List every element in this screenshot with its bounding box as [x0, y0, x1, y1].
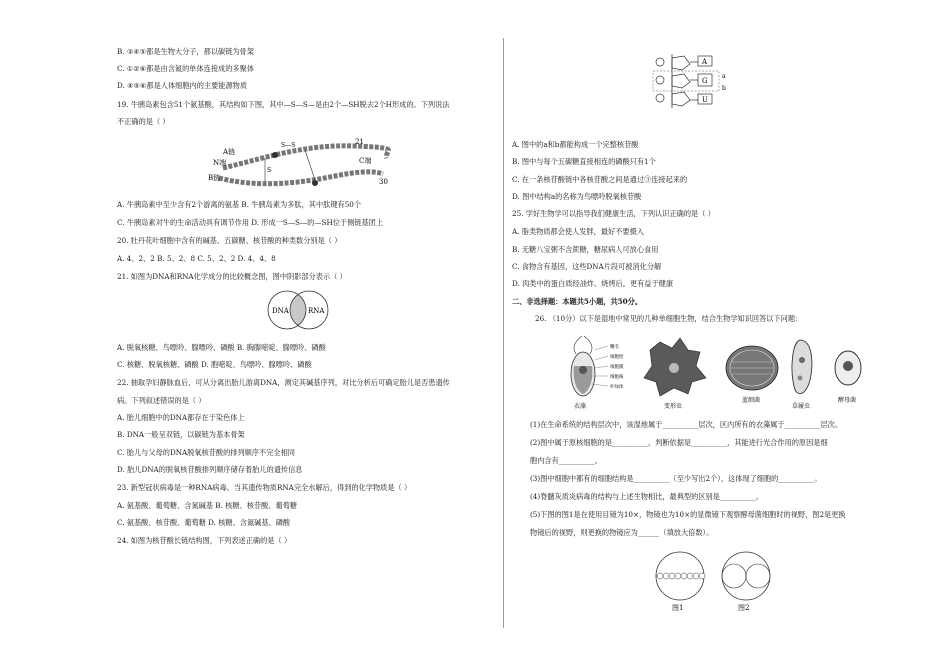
label-disulfide: S—S	[281, 142, 296, 149]
chlamy-label-cell-wall: 细胞壁	[610, 355, 624, 360]
q23-options-line1: A. 氨基酸、葡萄糖、含氮碱基 B. 核糖、核苷酸、葡萄糖	[117, 501, 298, 510]
q24-option-a: A. 图中的a和b都能构成一个完整核苷酸	[512, 140, 639, 149]
q24-option-c: C. 在一条核苷酸链中各核苷酸之间是通过③连接起来的	[512, 175, 688, 184]
label-c-terminus: C端	[359, 157, 372, 165]
q22-stem-line2: 病。下列叙述错误的是（ ）	[117, 396, 206, 405]
microscope-fields-figure	[648, 550, 778, 614]
paramecium-illustration	[792, 340, 812, 394]
chlamy-label-chloroplast: 叶绿体	[610, 385, 624, 390]
chlamy-label-nucleus: 细胞核	[610, 375, 624, 380]
chlamydomonas-illustration	[571, 336, 608, 396]
q19-options-line1: A. 牛胰岛素中至少含有2个游离的氨基 B. 牛胰岛素为多肽，其中肽键有50个	[117, 200, 362, 209]
caption-chlamydomonas: 衣藻	[574, 403, 587, 410]
nucleotide-chain-figure	[650, 50, 740, 112]
q26-part2-line2: 胞内含有__________。	[530, 456, 602, 465]
base-a-label: A	[702, 58, 708, 66]
label-a-chain: A链	[223, 148, 236, 156]
q25-stem: 25. 学好生物学可以指导我们健康生活，下列认识正确的是（ ）	[512, 209, 715, 218]
q18-option-d: D. ④⑤⑥都是人体细胞内的主要能源物质	[117, 81, 248, 90]
q24-option-d: D. 图中结构a的名称为鸟嘌呤脱氧核苷酸	[512, 192, 642, 201]
q22-option-a: A. 胎儿细胞中的DNA都存在于染色体上	[117, 413, 245, 422]
q21-stem: 21. 如图为DNA和RNA化学成分的比较概念图，图中阴影部分表示（ ）	[117, 272, 347, 281]
q26-part5-line2: 物镜后的视野，则更换的物镜应为______（填放大倍数）。	[530, 528, 714, 537]
column-divider	[503, 38, 504, 628]
caption-cyanobacteria: 蓝细菌	[742, 397, 761, 404]
q20-options: A. 4、2、2 B. 5、2、8 C. 5、2、2 D. 4、4、8	[117, 254, 276, 263]
q19-stem-line2: 不正确的是（ ）	[117, 117, 170, 126]
dna-rna-venn-figure	[264, 288, 332, 332]
field-of-view-2	[722, 552, 770, 600]
q26-part2-line1: (2)图中属于原核细胞的是__________，判断依据是__________，其能进行光合作用的原因是细	[530, 438, 828, 447]
q25-option-b: B. 无糖八宝粥不含蔗糖，糖尿病人可放心食用	[512, 245, 659, 254]
q22-option-c: C. 胎儿与父母的DNA脱氧核苷酸的排列顺序不完全相同	[117, 448, 295, 457]
q24-stem: 24. 如图为核苷酸长链结构图，下列表述正确的是（ ）	[117, 536, 292, 545]
q24-option-b: B. 图中与每个五碳糖直接相连的磷酸只有1个	[512, 157, 656, 166]
caption-paramecium: 草履虫	[792, 403, 811, 410]
pentose	[672, 56, 690, 70]
phosphate	[656, 76, 664, 84]
q23-options-line2: C. 氨基酸、核苷酸、葡萄糖 D. 核糖、含氮碱基、磷酸	[117, 518, 291, 527]
label-sulfur: S	[267, 167, 272, 174]
label-n-terminus: N端	[213, 159, 227, 167]
q26-part3: (3)图中细胞中都有的细胞结构是__________（至少写出2个），这体现了细胞的__________。	[530, 474, 822, 483]
q25-option-a: A. 脂类物质都会使人发胖，最好不要摄入	[512, 227, 644, 236]
cyanobacteria-illustration	[726, 346, 778, 390]
rna-label: RNA	[308, 307, 325, 315]
q22-option-b: B. DNA一般呈双链，以碳链为基本骨架	[117, 430, 245, 439]
label-a: a	[722, 73, 726, 80]
base-u-label: U	[702, 96, 708, 104]
q21-options-line1: A. 脱氧核糖、鸟嘌呤、腺嘌呤、磷酸 B. 胸腺嘧啶、腺嘌呤、磷酸	[117, 343, 326, 352]
q26-part4: (4)脊髓灰质炎病毒的结构与上述生物相比，最典型的区别是__________。	[530, 492, 763, 501]
caption-figure-1: 图1	[672, 604, 684, 612]
q22-stem-line1: 22. 抽取孕妇静脉血后，可从分离出胎儿游离DNA，测定其碱基序列，对比分析后可确定胎儿是否患遗传	[117, 378, 450, 387]
residue-marker	[312, 180, 318, 186]
label-b-chain: B链	[208, 174, 221, 182]
pentose	[672, 92, 690, 106]
caption-figure-2: 图2	[738, 604, 750, 612]
phosphate	[656, 94, 664, 102]
disulfide-bond	[305, 150, 315, 180]
label-21: 21	[355, 138, 364, 146]
caption-yeast: 酵母菌	[838, 397, 857, 404]
q23-stem: 23. 新型冠状病毒是一种RNA病毒。当其遗传物质RNA完全水解后，得到的化学物质是（ ）	[117, 483, 412, 492]
residue-marker	[272, 152, 278, 158]
chlamy-label-membrane: 细胞膜	[610, 365, 624, 370]
caption-amoeba: 变形虫	[664, 403, 683, 410]
pentose	[672, 74, 690, 88]
insulin-structure-figure	[205, 136, 395, 198]
amoeba-nucleus	[669, 363, 679, 373]
q26-stem: 26. （10分）以下是湿地中常见的几种单细胞生物，结合生物学知识回答以下问题：	[535, 314, 803, 323]
field-of-view-1	[656, 552, 705, 600]
q18-option-b: B. ③④⑤都是生物大分子，都以碳链为骨架	[117, 47, 254, 56]
q20-stem: 20. 牡丹花叶细胞中含有的碱基、五碳糖、核苷酸的种类数分别是（ ）	[117, 236, 342, 245]
q19-stem-line1: 19. 牛胰岛素包含51个氨基酸，其结构如下图，其中—S—S—是由2个—SH脱去2个H形成的。下列说法	[117, 100, 450, 109]
yeast-illustration	[835, 351, 861, 385]
q26-part5-line1: (5)下图的图1是在使用目镜为10×，物镜也为10×的显微镜下观察酵母菌细胞时的视野，图2是更换	[530, 510, 846, 519]
dna-label: DNA	[272, 307, 289, 315]
q21-options-line2: C. 核糖、脱氧核糖、磷酸 D. 胞嘧啶、鸟嘌呤、腺嘌呤、磷酸	[117, 360, 312, 369]
chlamy-label-flagellum: 鞭毛	[610, 345, 619, 350]
q25-option-d: D. 肉类中的蛋白质经油炸、烧烤后，更有益于健康	[512, 279, 674, 288]
q19-options-line2: C. 牛胰岛素对牛的生命活动具有调节作用 D. 形成一S—S—的—SH位于侧链基团上	[117, 218, 384, 227]
section-heading: 二、非选择题：本题共5小题，共50分。	[512, 297, 643, 306]
q25-option-c: C. 食物含有基因，这些DNA片段可被消化分解	[512, 262, 662, 271]
base-g-label: G	[702, 77, 708, 85]
q26-part1: (1)在生命系统的结构层次中，该湿地属于__________层次，区内所有的衣藻属于__________层次。	[530, 420, 843, 429]
insulin-b-chain	[219, 172, 383, 184]
single-cell-organisms-figure	[560, 332, 875, 412]
label-30: 30	[379, 178, 388, 186]
q22-option-d: D. 胎儿DNA的脱氧核苷酸排列顺序储存着胎儿的遗传信息	[117, 465, 303, 474]
label-b: b	[722, 85, 726, 92]
phosphate	[656, 58, 664, 66]
q18-option-c: C. ①②⑥都是由含氮的单体连接成的多聚体	[117, 64, 254, 73]
